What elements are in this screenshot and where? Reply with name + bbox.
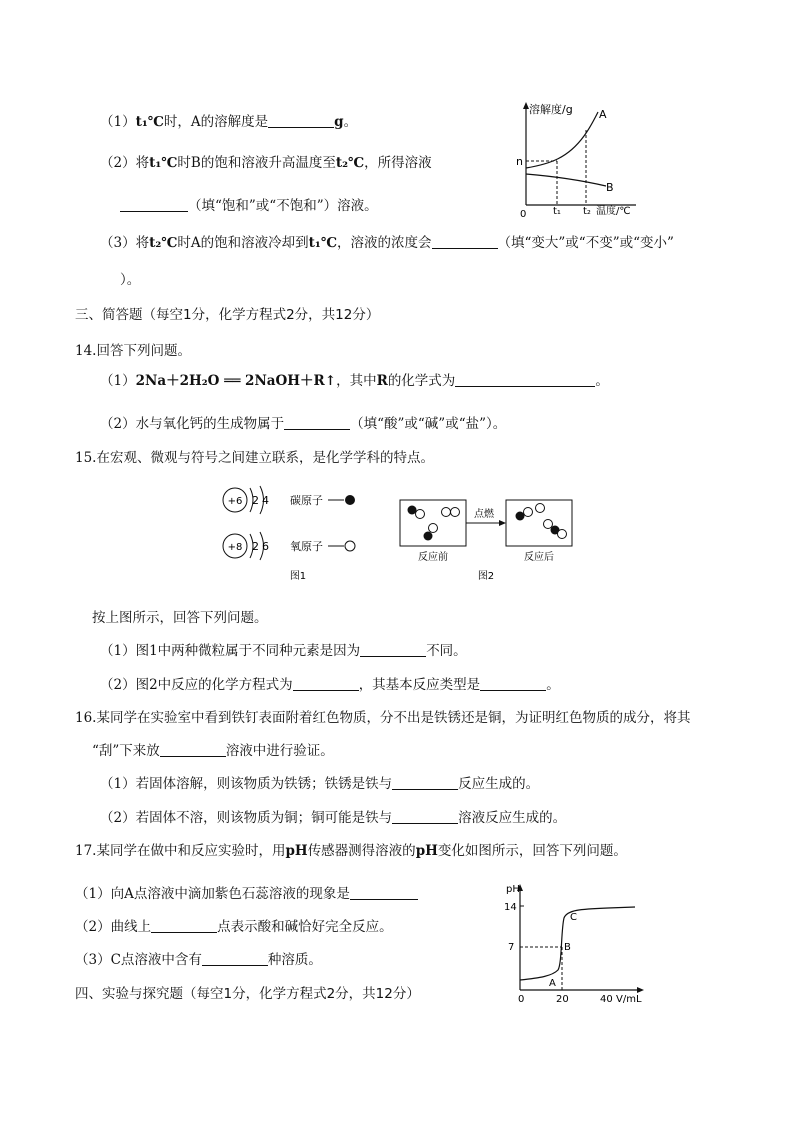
ignite-label: 点燃 — [474, 509, 494, 520]
q17-part2: （2）曲线上 点表示酸和碱恰好完全反应。 — [75, 919, 393, 935]
t2-symbol: t₂℃ — [335, 155, 365, 171]
answer-blank[interactable] — [293, 676, 359, 691]
y-tick-14: 14 — [504, 902, 517, 913]
q13-part2: （2）将t₁℃时B的饱和溶液升高温度至t₂℃，所得溶液 — [100, 155, 432, 171]
point-c-label: C — [570, 912, 577, 923]
q13-part3-close: ）。 — [120, 272, 141, 288]
q17-part3: （3）C点溶液中含有 种溶质。 — [75, 952, 322, 968]
answer-blank[interactable] — [120, 197, 188, 212]
molecule-c — [424, 532, 433, 541]
ph-curve — [520, 907, 635, 980]
y-tick-7: 7 — [508, 942, 515, 953]
point-a-label: A — [549, 978, 556, 989]
section-3-title: 三、简答题（每空1分，化学方程式2分，共12分） — [75, 307, 380, 323]
answer-blank[interactable] — [392, 775, 458, 790]
q14-title: 14.回答下列问题。 — [75, 343, 191, 359]
q13-part2-line2: （填“饱和”或“不饱和”）溶液。 — [120, 196, 378, 216]
q17-stem: 17.某同学在做中和反应实验时，用pH传感器测得溶液的pH变化如图所示，回答下列问题。 — [75, 843, 627, 859]
curve-a-label: A — [599, 108, 607, 121]
solubility-chart — [510, 100, 645, 220]
point-b-label: B — [564, 942, 571, 953]
t2-label: t₂ — [583, 206, 591, 217]
q15-lead: 按上图所示，回答下列问题。 — [92, 610, 268, 626]
y-axis-label: pH — [506, 884, 520, 895]
x-tick-0: 0 — [518, 994, 525, 1005]
oxygen-atom-label: 氧原子 — [290, 540, 323, 553]
answer-blank[interactable] — [392, 809, 458, 824]
svg-text:+8: +8 — [227, 542, 243, 553]
carbon-atom-symbol — [345, 495, 355, 505]
q14-part2: （2）水与氧化钙的生成物属于 （填“酸”或“碱”或“盐”）。 — [100, 416, 507, 432]
q16-line1: 16.某同学在实验室中看到铁钉表面附着红色物质，分不出是铁锈还是铜，为证明红色物质的成分，将其 — [75, 710, 691, 726]
molecule-o — [416, 510, 425, 519]
after-label: 反应后 — [524, 552, 554, 563]
ph-chart — [500, 880, 650, 1005]
carbon-atom-label: 碳原子 — [290, 494, 323, 507]
svg-text:4: 4 — [262, 494, 269, 507]
answer-blank[interactable] — [455, 372, 595, 387]
answer-blank[interactable] — [160, 742, 226, 757]
before-label: 反应前 — [418, 552, 448, 563]
molecule-o — [442, 508, 451, 517]
molecule-o — [536, 504, 545, 513]
answer-blank[interactable] — [268, 113, 334, 128]
answer-blank[interactable] — [350, 885, 418, 900]
origin-label: 0 — [520, 209, 527, 220]
molecule-o — [544, 520, 553, 529]
q17-part1: （1）向A点溶液中滴加紫色石蕊溶液的现象是 — [75, 884, 418, 904]
molecule-o — [558, 530, 567, 539]
reaction-arrowhead — [499, 520, 506, 526]
curve-b — [526, 174, 606, 186]
q14-part1: （1）2Na＋2H₂O ══ 2NaOH＋R↑，其中R的化学式为 。 — [100, 373, 609, 389]
q15-part1: （1）图1中两种微粒属于不同种元素是因为 不同。 — [100, 643, 467, 659]
reaction-equation: 2Na＋2H₂O ══ 2NaOH＋R↑ — [135, 373, 337, 389]
molecule-o — [524, 508, 533, 517]
x-axis-label: V/mL — [616, 994, 642, 1005]
answer-blank[interactable] — [151, 918, 217, 933]
q16-line2: “刮”下来放 溶液中进行验证。 — [92, 743, 334, 759]
x-tick-20: 20 — [556, 994, 569, 1005]
svg-text:2: 2 — [252, 494, 259, 507]
figure-2-reaction — [398, 490, 588, 586]
n-label: n — [516, 155, 523, 168]
q13-part1: （1）t₁℃时，A的溶解度是 g。 — [100, 114, 358, 130]
curve-a — [526, 112, 598, 168]
section-4-title: 四、实验与探究题（每空1分，化学方程式2分，共12分） — [75, 986, 420, 1002]
t1-label: t₁ — [553, 206, 561, 217]
q13-part3: （3）将t₂℃时A的饱和溶液冷却到t₁℃，溶液的浓度会 （填“变大”或“不变”或“变小” — [100, 235, 674, 251]
q15-title: 15.在宏观、微观与符号之间建立联系，是化学学科的特点。 — [75, 450, 434, 466]
answer-blank[interactable] — [360, 642, 426, 657]
q15-part2: （2）图2中反应的化学方程式为 ，其基本反应类型是 。 — [100, 677, 560, 693]
x-axis-label: 温度/℃ — [596, 206, 631, 217]
q16-part1: （1）若固体溶解，则该物质为铁锈；铁锈是铁与 反应生成的。 — [100, 776, 540, 792]
figure-2-caption: 图2 — [477, 571, 495, 582]
x-axis-arrow — [637, 987, 644, 993]
answer-blank[interactable] — [480, 676, 546, 691]
answer-blank[interactable] — [432, 234, 498, 249]
answer-blank[interactable] — [284, 415, 350, 430]
figure-1-atom-structures — [220, 478, 370, 586]
answer-blank[interactable] — [202, 951, 268, 966]
x-tick-40: 40 — [600, 994, 613, 1005]
molecule-o — [429, 524, 438, 533]
svg-text:2: 2 — [252, 540, 259, 553]
figure-1-caption: 图1 — [289, 571, 307, 582]
oxygen-atom-symbol — [345, 541, 355, 551]
q16-part2: （2）若固体不溶，则该物质为铜；铜可能是铁与 溶液反应生成的。 — [100, 810, 567, 826]
molecule-o — [451, 508, 460, 517]
curve-b-label: B — [606, 181, 614, 194]
t1-symbol: t₁℃ — [135, 114, 164, 130]
svg-text:6: 6 — [262, 540, 269, 553]
y-axis-label: 溶解度/g — [529, 103, 573, 116]
svg-text:+6: +6 — [227, 496, 243, 507]
